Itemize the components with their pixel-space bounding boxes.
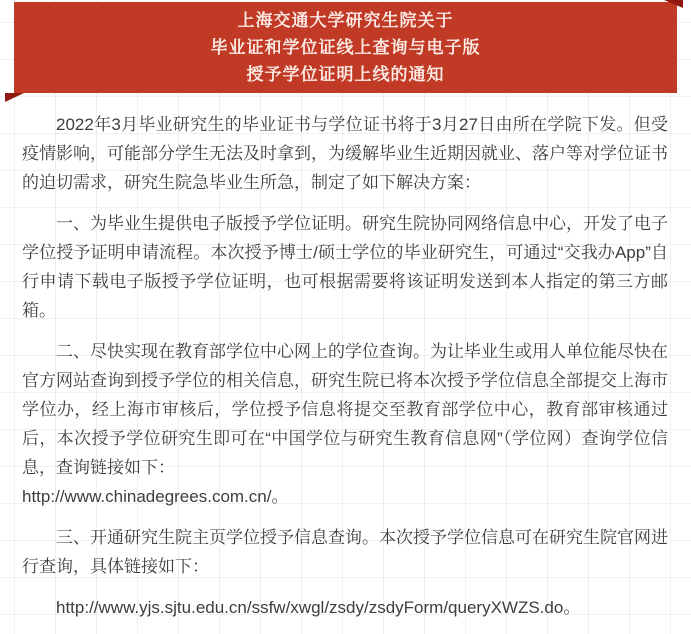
degree-net-url-text: http://www.chinadegrees.com.cn/。 [22, 487, 289, 506]
banner-title-line-1: 上海交通大学研究生院关于 [237, 11, 454, 30]
notice-banner [14, 2, 677, 93]
banner-title-line-2: 毕业证和学位证线上查询与电子版 [210, 38, 481, 57]
ribbon-fold-bottom-left-icon [5, 93, 24, 102]
paragraph-intro: 2022年3月毕业研究生的毕业证书与学位证书将于3月27日由所在学院下发。但受疫情影响，可能部分学生无法及时拿到，为缓解毕业生近期因就业、落户等对学位证书的迫切需求，研究生院急毕业生所急，制定了如下解决方案： [22, 115, 668, 192]
paragraph-item-3: 三、开通研究生院主页学位授予信息查询。本次授予学位信息可在研究生院官网进行查询，具体链接如下： [22, 528, 668, 576]
ribbon-fold-top-right-icon [664, 0, 683, 8]
paragraph-item-2: 二、尽快实现在教育部学位中心网上的学位查询。为让毕业生或用人单位能尽快在官方网站查询到授予学位的相关信息，研究生院已将本次授予学位信息全部提交上海市学位办，经上海市审核后，学位授予信息将提交至教育部学位中心，教育部审核通过后，本次授予学位研究生即可在“中国学位与研究生教育信息网”（学位网）查询学位信息，查询链接如下： [22, 342, 668, 477]
sjtu-query-url-text: http://www.yjs.sjtu.edu.cn/ssfw/xwgl/zsdy/zsdyForm/queryXWZS.do。 [56, 598, 581, 617]
paragraph-item-1: 一、为毕业生提供电子版授予学位证明。研究生院协同网络信息中心，开发了电子学位授予证明申请流程。本次授予博士/硕士学位的毕业研究生，可通过“交我办App”自行申请下载电子版授予学位证明，也可根据需要将该证明发送到本人指定的第三方邮箱。 [22, 214, 668, 320]
banner-title-line-3: 授予学位证明上线的通知 [246, 65, 445, 84]
